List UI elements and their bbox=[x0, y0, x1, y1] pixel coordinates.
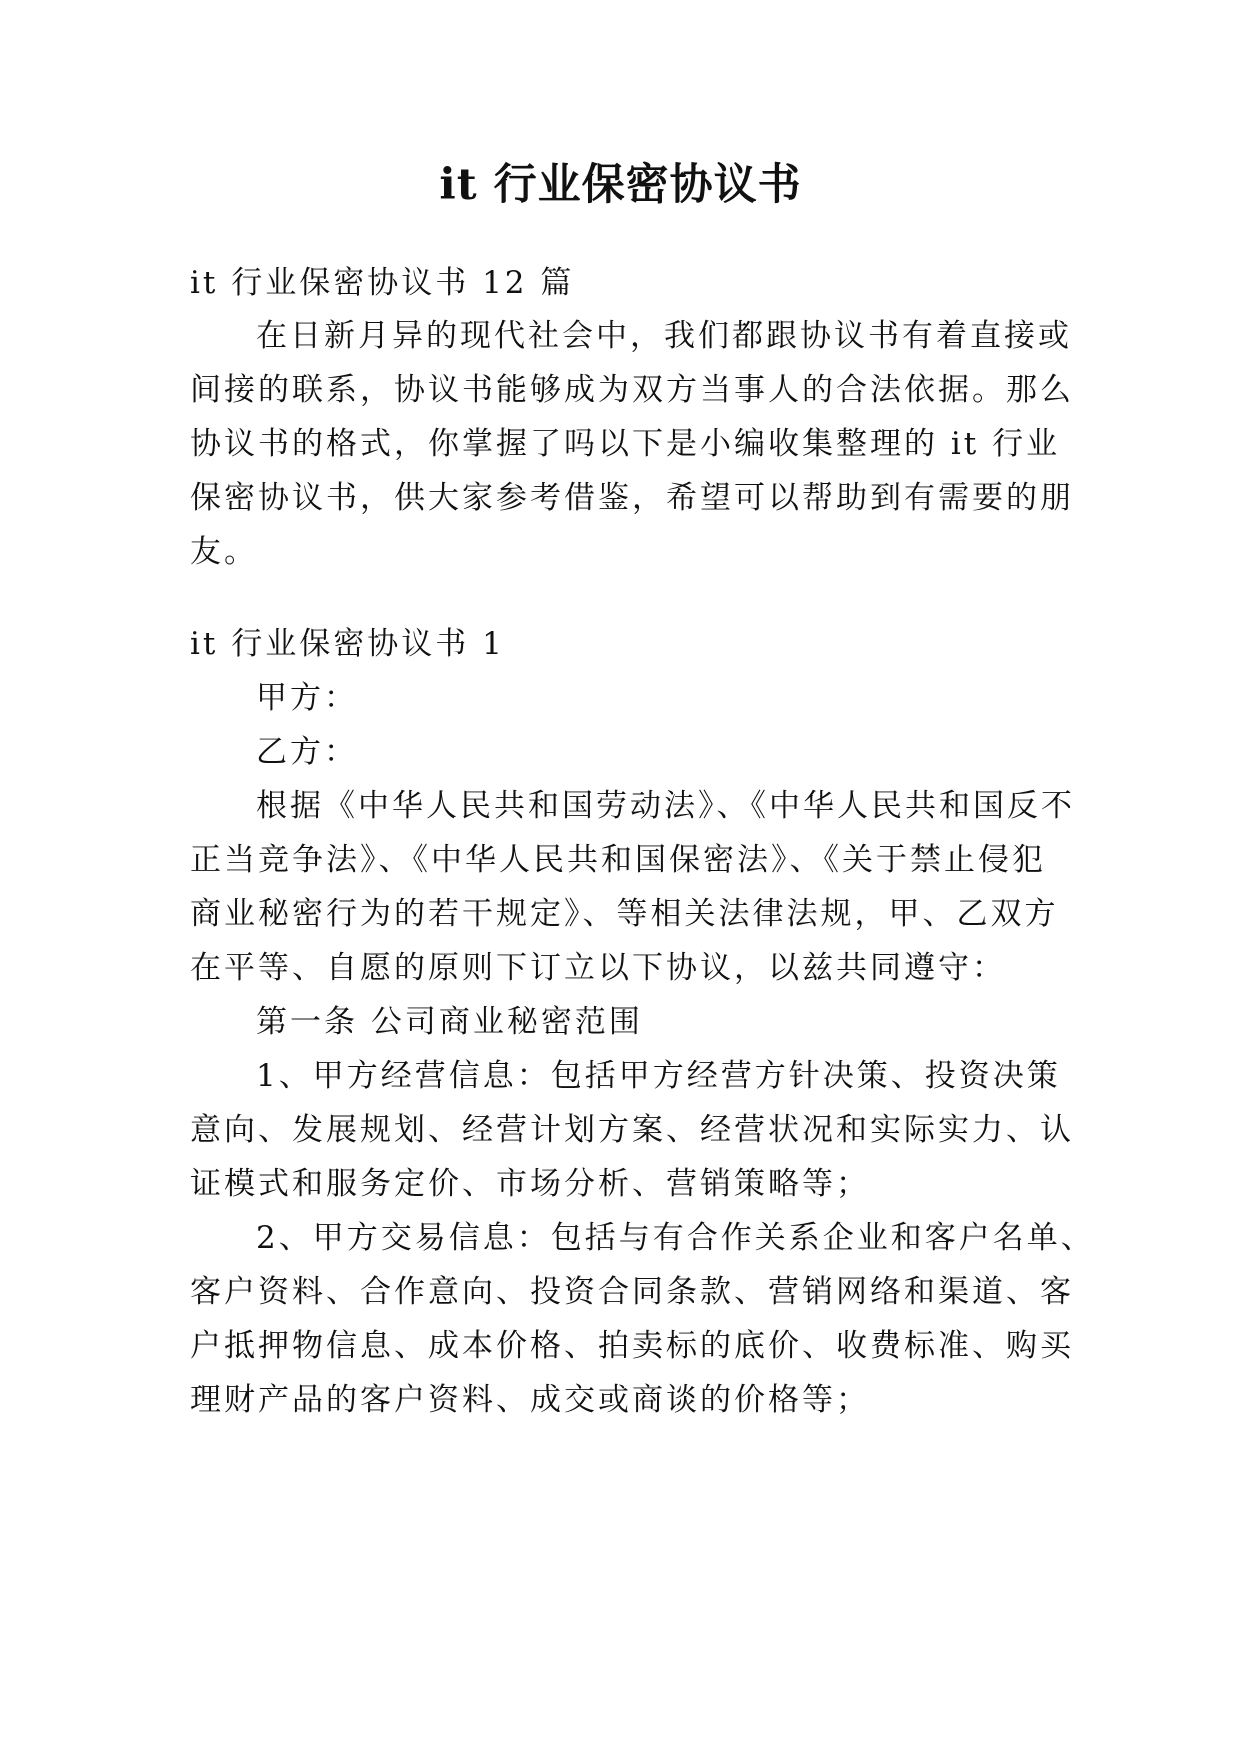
section-heading: it 行业保密协议书 1 bbox=[190, 626, 505, 662]
item-2-line: 2、甲方交易信息：包括与有合作关系企业和客户名单、 bbox=[256, 1220, 1095, 1256]
document-subtitle: it 行业保密协议书 12 篇 bbox=[190, 265, 575, 301]
intro-line: 友。 bbox=[190, 534, 258, 570]
party-b-label: 乙方： bbox=[256, 734, 358, 770]
item-1-line: 意向、发展规划、经营计划方案、经营状况和实际实力、认 bbox=[190, 1112, 1074, 1148]
item-2-line: 客户资料、合作意向、投资合同条款、营销网络和渠道、客 bbox=[190, 1274, 1074, 1310]
item-2-line: 户抵押物信息、成本价格、拍卖标的底价、收费标准、购买 bbox=[190, 1328, 1074, 1364]
item-1-line: 1、甲方经营信息：包括甲方经营方针决策、投资决策 bbox=[256, 1058, 1061, 1094]
intro-line: 在日新月异的现代社会中，我们都跟协议书有着直接或 bbox=[256, 318, 1072, 354]
item-1-line: 证模式和服务定价、市场分析、营销策略等； bbox=[190, 1166, 870, 1202]
item-2-line: 理财产品的客户资料、成交或商谈的价格等； bbox=[190, 1382, 870, 1418]
basis-line: 在平等、自愿的原则下订立以下协议，以兹共同遵守： bbox=[190, 950, 1006, 986]
document-title: it 行业保密协议书 bbox=[439, 160, 802, 210]
intro-line: 保密协议书，供大家参考借鉴，希望可以帮助到有需要的朋 bbox=[190, 480, 1074, 516]
basis-line: 根据《中华人民共和国劳动法》、《中华人民共和国反不 bbox=[256, 788, 1075, 824]
intro-line: 协议书的格式，你掌握了吗以下是小编收集整理的 it 行业 bbox=[190, 426, 1061, 462]
intro-line: 间接的联系，协议书能够成为双方当事人的合法依据。那么 bbox=[190, 372, 1074, 408]
basis-line: 正当竞争法》、《中华人民共和国保密法》、《关于禁止侵犯 bbox=[190, 842, 1046, 878]
basis-line: 商业秘密行为的若干规定》、等相关法律法规，甲、乙双方 bbox=[190, 896, 1059, 932]
article-heading: 第一条 公司商业秘密范围 bbox=[256, 1004, 643, 1040]
party-a-label: 甲方： bbox=[256, 680, 358, 716]
